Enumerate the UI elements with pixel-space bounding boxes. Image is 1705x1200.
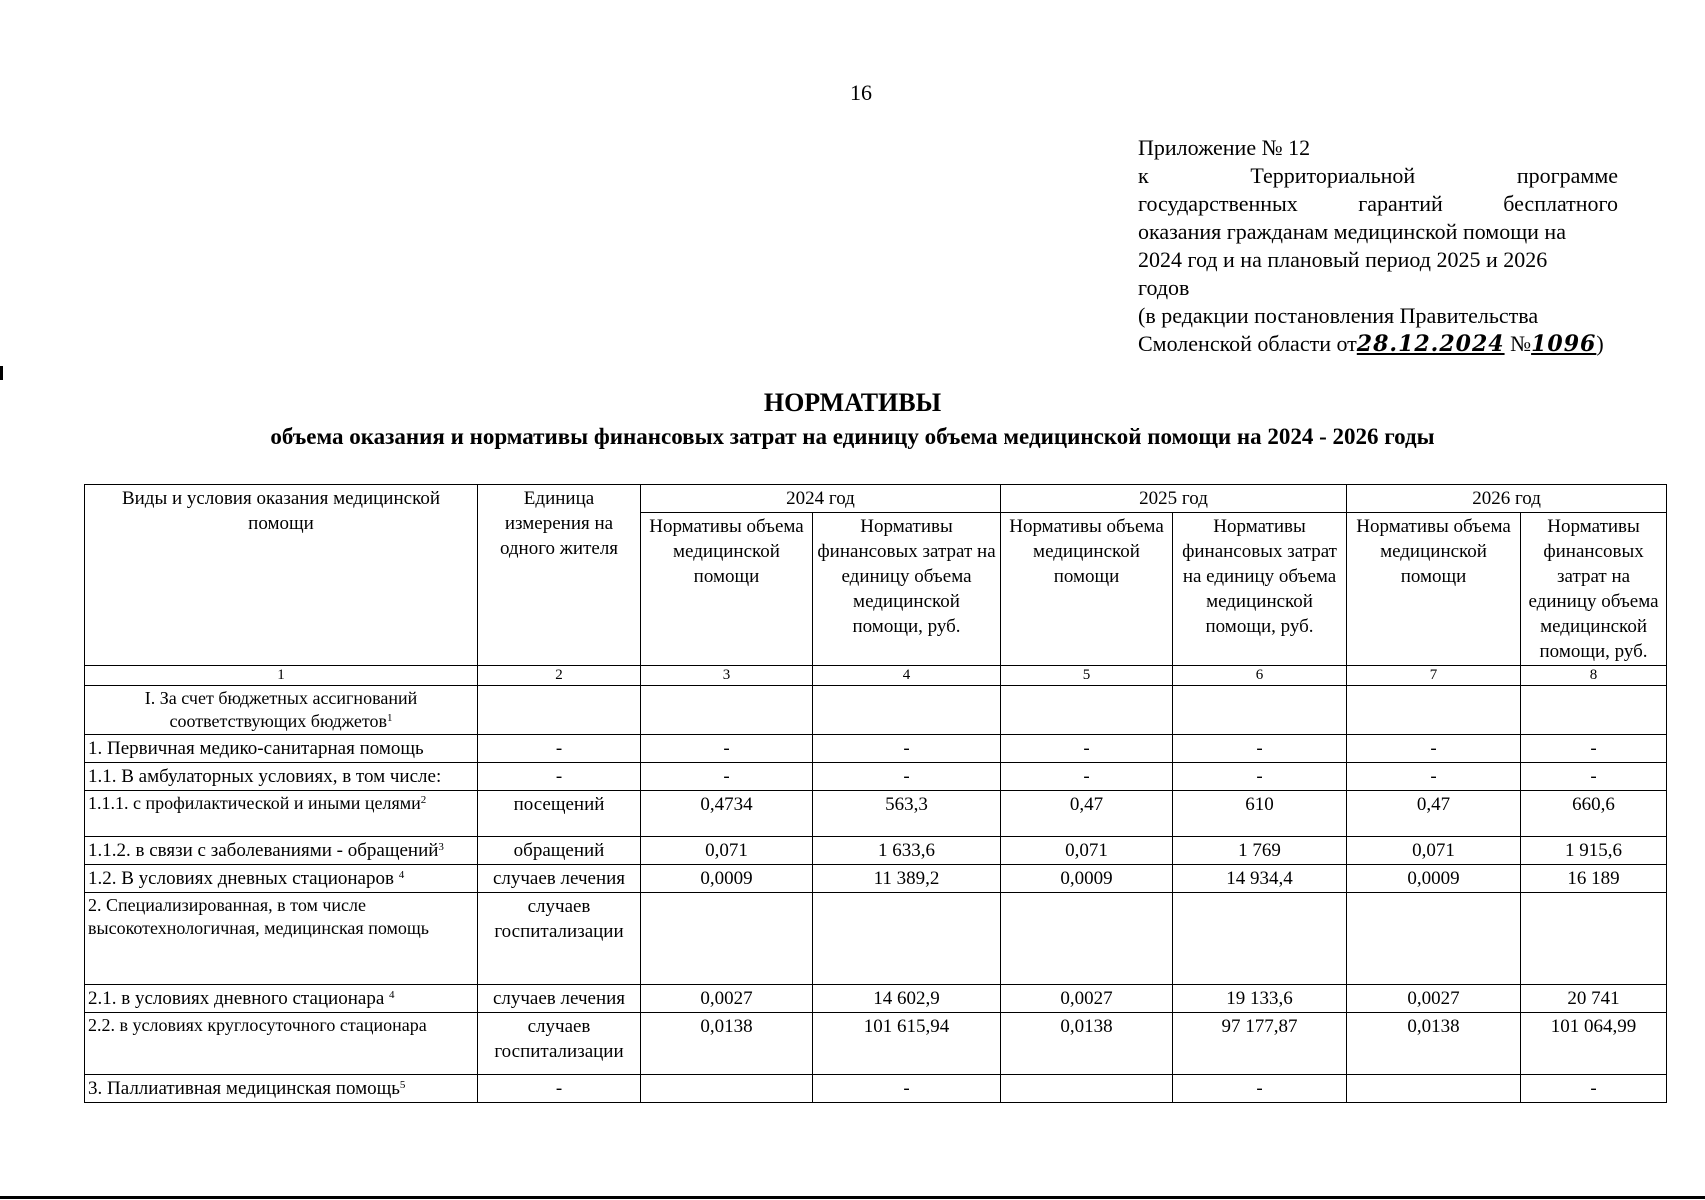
margin-mark (0, 366, 3, 380)
row-name (85, 1075, 478, 1103)
footnote-mark: 3 (438, 841, 444, 853)
cell-v26 (1347, 686, 1521, 735)
cell-f25: - (1173, 735, 1347, 763)
handwritten-date: 28.12.2024 (1356, 331, 1505, 357)
cell-f25: - (1173, 763, 1347, 791)
column-number: 7 (1347, 666, 1521, 686)
cell-v25 (1001, 893, 1173, 985)
row-name-text: I. За счет бюджетных ассигнований соответствующих бюджетов (144, 688, 418, 731)
appendix-line-7: (в редакции постановления Правительства (1138, 303, 1539, 328)
table-row (85, 735, 1667, 763)
cell-f24 (813, 686, 1001, 735)
header-type: Виды и условия оказания медицинской помощи (85, 485, 478, 666)
cell-f24: 101 615,94 (813, 1013, 1001, 1075)
cell-v26: 0,0009 (1347, 865, 1521, 893)
appendix-line-5: 2024 год и на плановый период 2025 и 2026 (1138, 247, 1548, 272)
cell-unit: случаев госпитализации (478, 893, 641, 985)
cell-f24 (813, 893, 1001, 985)
row-name-text: 1.1.2. в связи с заболеваниями - обращений (88, 840, 439, 861)
cell-unit: - (478, 1075, 641, 1103)
cell-v25: 0,0009 (1001, 865, 1173, 893)
cell-f26: 1 915,6 (1521, 837, 1667, 865)
table-row (85, 686, 1667, 735)
header-volume-2026: Нормативы объема медицинской помощи (1347, 513, 1521, 666)
cell-f25: - (1173, 1075, 1347, 1103)
header-unit: Единица измерения на одного жителя (478, 485, 641, 666)
cell-v25: 0,0138 (1001, 1013, 1173, 1075)
cell-v25 (1001, 686, 1173, 735)
row-name-text: 2.1. в условиях дневного стационара (88, 988, 390, 1009)
cell-unit: обращений (478, 837, 641, 865)
header-finance-2025: Нормативы финансовых затрат на единицу объема медицинской помощи, руб. (1173, 513, 1347, 666)
header-year-2026: 2026 год (1347, 485, 1667, 513)
cell-v26: 0,071 (1347, 837, 1521, 865)
row-name-text: 1. Первичная медико-санитарная помощь (88, 738, 424, 759)
cell-v24 (641, 1075, 813, 1103)
cell-v25 (1001, 1075, 1173, 1103)
norms-table (84, 484, 1667, 1103)
row-name-text: 2. Специализированная, в том числе высокотехнологичная, медицинская помощь (88, 895, 429, 938)
table-row (85, 791, 1667, 837)
appendix-line-2 (1138, 162, 1618, 190)
cell-unit: посещений (478, 791, 641, 837)
row-name (85, 1013, 478, 1075)
cell-v26: 0,47 (1347, 791, 1521, 837)
cell-f25: 19 133,6 (1173, 985, 1347, 1013)
cell-v24: 0,0009 (641, 865, 813, 893)
row-name-text: 3. Паллиативная медицинская помощь (88, 1078, 400, 1099)
column-number: 2 (478, 666, 641, 686)
table-row (85, 985, 1667, 1013)
column-number: 1 (85, 666, 478, 686)
row-name (85, 837, 478, 865)
column-number-row (85, 666, 1667, 686)
footnote-mark: 5 (399, 1079, 406, 1091)
row-name (85, 686, 478, 735)
header-finance-2024: Нормативы финансовых затрат на единицу объема медицинской помощи, руб. (813, 513, 1001, 666)
footnote-mark: 1 (386, 712, 393, 724)
column-number: 3 (641, 666, 813, 686)
cell-f24: 1 633,6 (813, 837, 1001, 865)
cell-v25: 0,0027 (1001, 985, 1173, 1013)
cell-v24: 0,071 (641, 837, 813, 865)
cell-v26: 0,0138 (1347, 1013, 1521, 1075)
cell-v24 (641, 686, 813, 735)
header-row-years (85, 485, 1667, 513)
document-subtitle: объема оказания и нормативы финансовых затрат на единицу объема медицинской помощи на 2024 - 2026 годы (270, 424, 1435, 449)
row-name-text: 1.1.1. с профилактической и иными целями (88, 793, 421, 813)
column-number: 4 (813, 666, 1001, 686)
page-number: 16 (850, 80, 872, 105)
appendix-line-4: оказания гражданам медицинской помощи на (1138, 219, 1566, 244)
cell-v26 (1347, 1075, 1521, 1103)
cell-unit: случаев лечения (478, 865, 641, 893)
table-row (85, 1075, 1667, 1103)
cell-v25: - (1001, 735, 1173, 763)
appendix-line-8 (1138, 330, 1618, 358)
row-name (85, 735, 478, 763)
row-name (85, 893, 478, 985)
cell-v25: - (1001, 763, 1173, 791)
footnote-mark: 2 (420, 794, 427, 806)
cell-f26: 101 064,99 (1521, 1013, 1667, 1075)
cell-f26 (1521, 686, 1667, 735)
cell-f24: 11 389,2 (813, 865, 1001, 893)
table-row (85, 1013, 1667, 1075)
cell-v26: 0,0027 (1347, 985, 1521, 1013)
cell-f26: 660,6 (1521, 791, 1667, 837)
row-name (85, 985, 478, 1013)
appendix-line-6: годов (1138, 275, 1190, 300)
cell-v24: 0,0138 (641, 1013, 813, 1075)
cell-f24: - (813, 1075, 1001, 1103)
cell-v25: 0,47 (1001, 791, 1173, 837)
footnote-mark: 4 (389, 989, 395, 1001)
row-name-text: 1.1. В амбулаторных условиях, в том числе: (88, 766, 442, 787)
appendix-word: программе (1516, 163, 1619, 188)
cell-unit: случаев лечения (478, 985, 641, 1013)
appendix-word: гарантий (1358, 191, 1443, 216)
appendix-line-3 (1138, 190, 1618, 218)
cell-v24 (641, 893, 813, 985)
document-title: НОРМАТИВЫ (763, 388, 942, 417)
appendix-word: Территориальной (1250, 163, 1416, 188)
cell-f26: - (1521, 735, 1667, 763)
appendix-title: Приложение № 12 (1138, 135, 1311, 160)
column-number: 6 (1173, 666, 1347, 686)
cell-v24: 0,0027 (641, 985, 813, 1013)
cell-f26: - (1521, 1075, 1667, 1103)
cell-f25 (1173, 893, 1347, 985)
cell-f24: - (813, 735, 1001, 763)
row-name (85, 791, 478, 837)
table-row (85, 763, 1667, 791)
header-year-2025: 2025 год (1001, 485, 1347, 513)
cell-f25: 14 934,4 (1173, 865, 1347, 893)
header-volume-2025: Нормативы объема медицинской помощи (1001, 513, 1173, 666)
row-name (85, 865, 478, 893)
header-year-2024: 2024 год (641, 485, 1001, 513)
row-name (85, 763, 478, 791)
cell-f26 (1521, 893, 1667, 985)
appendix-from-label: Смоленской области от (1138, 331, 1357, 356)
appendix-block (1138, 134, 1618, 358)
cell-unit: случаев госпитализации (478, 1013, 641, 1075)
cell-v24: - (641, 735, 813, 763)
cell-v26: - (1347, 763, 1521, 791)
cell-f25: 610 (1173, 791, 1347, 837)
header-volume-2024: Нормативы объема медицинской помощи (641, 513, 813, 666)
table-body (85, 686, 1667, 1103)
cell-f26: - (1521, 763, 1667, 791)
footnote-mark: 4 (398, 869, 405, 881)
table-row (85, 865, 1667, 893)
cell-unit: - (478, 735, 641, 763)
cell-v25: 0,071 (1001, 837, 1173, 865)
cell-unit: - (478, 763, 641, 791)
appendix-close-paren: ) (1596, 331, 1604, 356)
column-number: 8 (1521, 666, 1667, 686)
cell-v26 (1347, 893, 1521, 985)
cell-f26: 16 189 (1521, 865, 1667, 893)
cell-f25: 1 769 (1173, 837, 1347, 865)
row-name-text: 1.2. В условиях дневных стационаров (88, 868, 399, 889)
cell-f24: 14 602,9 (813, 985, 1001, 1013)
cell-f24: - (813, 763, 1001, 791)
appendix-word: бесплатного (1503, 191, 1619, 216)
column-number: 5 (1001, 666, 1173, 686)
cell-v26: - (1347, 735, 1521, 763)
appendix-word: к (1138, 163, 1149, 188)
table-row (85, 837, 1667, 865)
appendix-word: государственных (1138, 191, 1298, 216)
table-row (85, 893, 1667, 985)
handwritten-number: 1096 (1531, 331, 1597, 357)
header-finance-2026: Нормативы финансовых затрат на единицу объема медицинской помощи, руб. (1521, 513, 1667, 666)
cell-f26: 20 741 (1521, 985, 1667, 1013)
appendix-number-label: № (1510, 331, 1532, 356)
cell-f25: 97 177,87 (1173, 1013, 1347, 1075)
cell-v24: 0,4734 (641, 791, 813, 837)
row-name-text: 2.2. в условиях круглосуточного стационара (88, 1015, 427, 1035)
cell-unit (478, 686, 641, 735)
cell-f25 (1173, 686, 1347, 735)
page-bottom-border (0, 1196, 1705, 1199)
cell-v24: - (641, 763, 813, 791)
cell-f24: 563,3 (813, 791, 1001, 837)
